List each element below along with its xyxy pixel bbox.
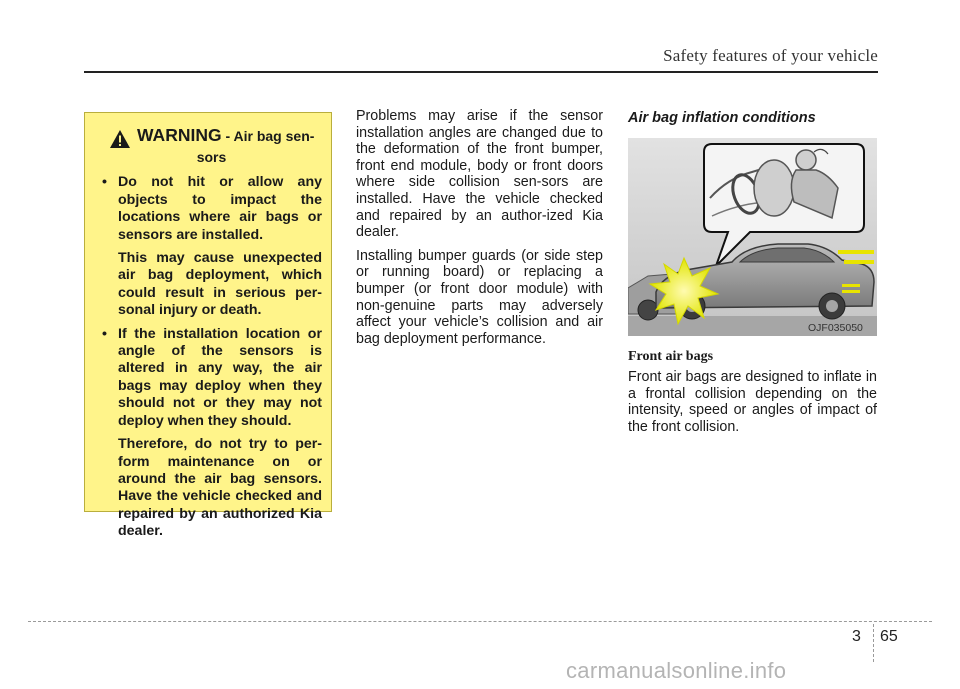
footer-divider [28,621,932,622]
chapter-number: 3 [852,628,861,645]
airbag-illustration [628,138,877,336]
body-paragraph: Problems may arise if the sensor installation angles are changed due to the deformation of the front bumper, front end module, body or front doors where side collision sen-sors are installed. Have the vehicle checked and repaired by an author-ized Kia dealer. [356,108,603,241]
collision-illustration [628,138,877,336]
warning-item-text: If the installation location or angle of the sensors is altered in any way, the air bags may deploy when they should not or they may not deploy when they should. [118,325,322,429]
warning-box [84,112,332,540]
warning-word: WARNING [137,125,222,145]
body-text-column [356,108,603,354]
warning-item-follow: This may cause unexpected air bag deployment, which could result in serious per-sonal injury or death. [118,250,322,319]
page-number-separator [873,624,874,662]
figure-code: OJF035050 [808,322,863,334]
warning-item [101,326,322,430]
page-number: 65 [880,628,898,645]
warning-item-text: Do not hit or allow any objects to impact the locations where air bags or sensors are installed. [118,174,322,243]
watermark: carmanualsonline.info [566,658,787,683]
warning-subtitle-cont: sors [196,149,227,165]
warning-subtitle: - Air bag sen- [221,128,315,144]
warning-item [101,174,322,244]
warning-triangle-icon [109,129,131,149]
subheading: Front air bags [628,349,714,364]
warning-item-follow: Therefore, do not try to per-form maintenance on or around the air bag sensors. Have the vehicle checked and repaired by an authorized Kia dealer. [118,436,322,540]
bullet: • [102,174,107,191]
warning-list [101,174,322,540]
body-paragraph: Front air bags are designed to inflate in a frontal collision depending on the intensity, speed or angles of impact of the front collision. [628,369,877,435]
section-heading: Air bag inflation conditions [628,110,816,126]
header-divider [84,71,878,73]
warning-header [109,127,322,149]
body-paragraph: Installing bumper guards (or side step or running board) or replacing a bumper (or front door module) with non-genuine parts may adversely affect your vehicle’s collision and air bag deployment performance. [356,247,603,347]
section-title: Safety features of your vehicle [663,46,878,65]
bullet: • [102,325,107,342]
